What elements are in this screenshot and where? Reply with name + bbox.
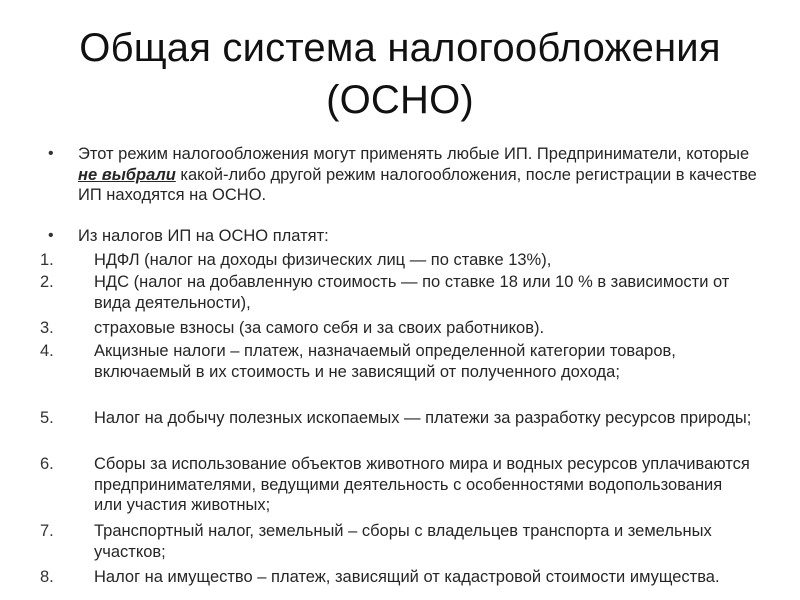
list-item-text: НДС (налог на добавленную стоимость — по ставке 18 или 10 % в зависимости от вида деятельности),: [94, 273, 730, 312]
list-item: [40, 272, 754, 313]
list-item: [40, 341, 754, 382]
slide-title: [0, 22, 800, 126]
bullet-emphasis: не выбрали: [78, 165, 176, 184]
list-item-number: 2.: [40, 273, 54, 291]
bullet-icon: •: [48, 145, 54, 162]
list-item-number: 5.: [40, 409, 54, 427]
list-item-number: 1.: [40, 251, 54, 269]
list-item: [40, 408, 754, 429]
list-item: [40, 454, 754, 516]
list-item-text: Налог на добычу полезных ископаемых — платежи за разработку ресурсов природы;: [94, 409, 752, 427]
list-item: [40, 318, 754, 339]
title-line-1: Общая система налогообложения: [79, 26, 721, 70]
title-line-2: (ОСНО): [326, 78, 474, 122]
list-item: [40, 521, 754, 562]
bullet-text-part: Этот режим налогообложения могут применять любые ИП. Предприниматели, которые: [78, 145, 750, 163]
list-item-text: Транспортный налог, земельный – сборы с владельцев транспорта и земельных участков;: [94, 522, 712, 561]
list-item: [40, 250, 754, 271]
bullet-icon: •: [48, 227, 54, 244]
list-item-text: Налог на имущество – платеж, зависящий от кадастровой стоимости имущества.: [94, 568, 720, 586]
list-item-number: 4.: [40, 342, 54, 360]
bullet-text-part: какой-либо другой режим налогообложения, после регистрации в качестве ИП находятся на ОСНО.: [78, 165, 757, 204]
list-item: [40, 567, 754, 588]
list-item-text: страховые взносы (за самого себя и за своих работников).: [94, 319, 545, 337]
list-item-number: 6.: [40, 455, 54, 473]
bullet-item-osno-applicability: [48, 144, 758, 206]
list-item-text: Акцизные налоги – платеж, назначаемый определенной категории товаров, включаемый в их стоимость и не зависящий от полученного дохода;: [94, 342, 676, 381]
bullet-text: Из налогов ИП на ОСНО платят:: [78, 227, 329, 245]
list-item-number: 3.: [40, 319, 54, 337]
list-item-text: НДФЛ (налог на доходы физических лиц — по ставке 13%),: [94, 251, 552, 269]
list-item-number: 7.: [40, 522, 54, 540]
list-item-number: 8.: [40, 568, 54, 586]
list-item-text: Сборы за использование объектов животного мира и водных ресурсов уплачиваются предпринимателями, ведущими деятельность с особенностями водопользования или участия животных;: [94, 455, 750, 514]
bullet-item-taxes-intro: [48, 226, 758, 247]
